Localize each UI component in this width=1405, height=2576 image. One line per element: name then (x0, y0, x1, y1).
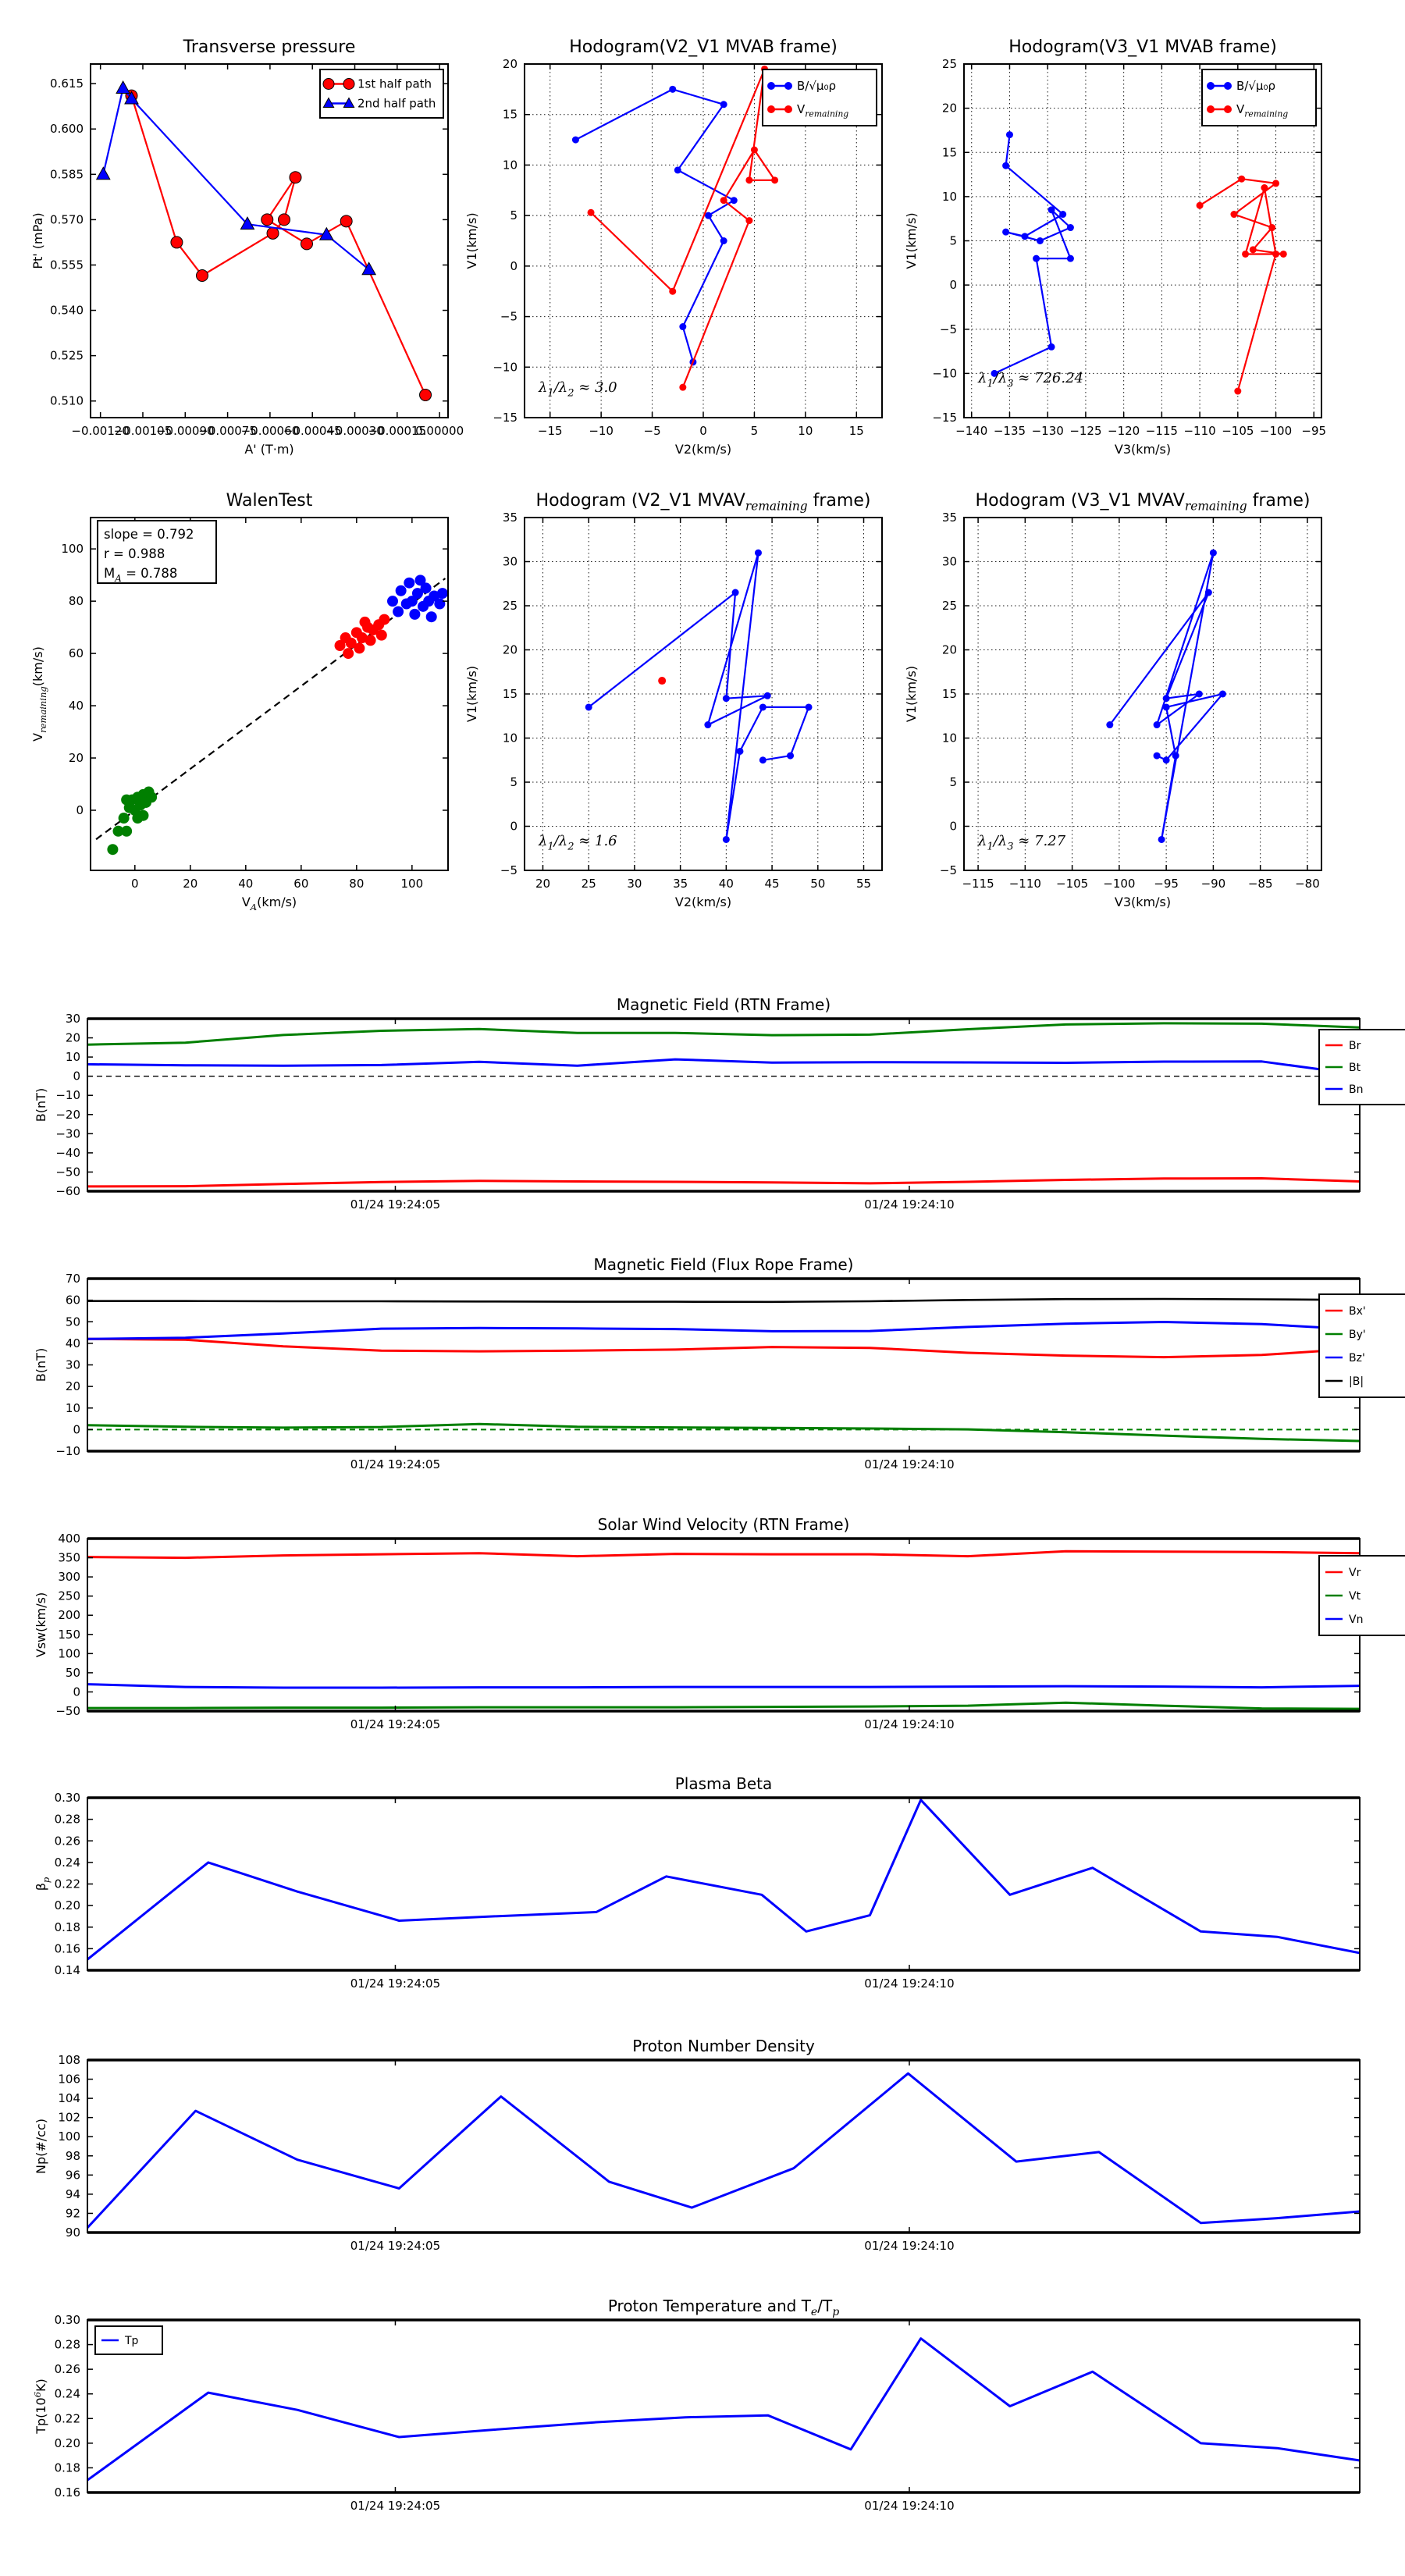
svg-text:01/24 19:24:05: 01/24 19:24:05 (350, 1976, 441, 1991)
svg-text:50: 50 (65, 1315, 80, 1329)
svg-text:0.16: 0.16 (54, 1941, 80, 1956)
svg-text:20: 20 (68, 751, 84, 766)
svg-text:30: 30 (502, 554, 518, 569)
svg-text:25: 25 (941, 57, 957, 71)
svg-text:r = 0.988: r = 0.988 (104, 546, 165, 561)
svg-text:50: 50 (65, 1665, 80, 1680)
svg-text:Bt: Bt (1349, 1062, 1361, 1074)
chart-title-hodogram-v2v1-mvab: Hodogram(V2_V1 MVAB frame) (569, 37, 838, 57)
plot-area-transverse-pressure (30, 64, 464, 457)
svg-text:10: 10 (798, 424, 813, 438)
svg-text:−90: −90 (1200, 877, 1226, 891)
svg-text:B(nT): B(nT) (34, 1087, 48, 1123)
svg-text:92: 92 (65, 2206, 80, 2221)
svg-text:Vremaining: $V_{remaining}$ (797, 102, 849, 119)
svg-text:250: 250 (58, 1589, 80, 1603)
chart-title-magnetic-field-flux-rope: Magnetic Field (Flux Rope Frame) (593, 1255, 854, 1274)
svg-text:−5: −5 (500, 309, 518, 324)
svg-text:−15: −15 (932, 411, 957, 425)
svg-text:106: 106 (58, 2072, 80, 2087)
svg-text:20: 20 (502, 57, 518, 71)
svg-text:−0.00015: −0.00015 (368, 424, 427, 438)
svg-text:Np(#/cc): Np(#/cc) (34, 2119, 48, 2174)
svg-text:40: 40 (238, 877, 254, 891)
svg-text:slope = 0.792: slope = 0.792 (104, 527, 194, 542)
svg-text:0: 0 (949, 278, 957, 293)
svg-text:Br: Br (1349, 1040, 1361, 1052)
svg-text:20: 20 (65, 1030, 80, 1045)
svg-text:20: 20 (941, 101, 957, 116)
svg-text:−10: −10 (589, 424, 614, 438)
svg-text:102: 102 (58, 2110, 80, 2125)
svg-text:0.28: 0.28 (54, 1812, 80, 1827)
svg-text:80: 80 (68, 594, 84, 609)
svg-text:V1(km/s): V1(km/s) (464, 665, 479, 723)
svg-text:V1(km/s): V1(km/s) (904, 665, 919, 723)
svg-text:−105: −105 (1056, 877, 1089, 891)
svg-text:0: 0 (73, 1685, 80, 1699)
svg-text:35: 35 (502, 511, 518, 525)
svg-text:10: 10 (502, 731, 518, 745)
svg-text:01/24 19:24:10: 01/24 19:24:10 (864, 1457, 955, 1471)
svg-text:94: 94 (65, 2186, 80, 2201)
svg-text:10: 10 (65, 1400, 80, 1415)
svg-text:Tp(106K): $Tp(10^6K)$ (31, 2379, 48, 2434)
chart-title-plasma-beta: Plasma Beta (674, 1774, 773, 1793)
svg-text:2nd half path: 2nd half path (357, 96, 436, 111)
svg-text:Bn: Bn (1349, 1083, 1364, 1096)
svg-text:Bz': Bz' (1349, 1352, 1365, 1364)
svg-text:VA(km/s): $V_A(km/s)$ (241, 895, 297, 913)
svg-text:45: 45 (764, 877, 780, 891)
svg-text:0: 0 (73, 1422, 80, 1437)
svg-text:01/24 19:24:05: 01/24 19:24:05 (350, 1197, 441, 1212)
svg-text:20: 20 (535, 877, 551, 891)
svg-text:150: 150 (58, 1627, 80, 1642)
svg-text:By': By' (1349, 1329, 1366, 1341)
svg-text:0.30: 0.30 (54, 1791, 80, 1805)
svg-text:5: 5 (510, 208, 518, 223)
svg-text:300: 300 (58, 1570, 80, 1585)
svg-text:−95: −95 (1154, 877, 1179, 891)
svg-text:25: 25 (941, 599, 957, 613)
svg-text:−50: −50 (55, 1704, 80, 1718)
svg-text:10: 10 (502, 158, 518, 173)
svg-text:−0.00075: −0.00075 (198, 424, 257, 438)
svg-text:100: 100 (400, 877, 424, 891)
svg-text:80: 80 (349, 877, 365, 891)
svg-text:Vr: Vr (1349, 1567, 1361, 1579)
svg-text:0: 0 (73, 1069, 80, 1083)
svg-text:−0.00060: −0.00060 (240, 424, 300, 438)
svg-text:01/24 19:24:05: 01/24 19:24:05 (350, 1457, 441, 1471)
svg-text:40: 40 (68, 699, 84, 713)
plot-area-proton-number-density (34, 2053, 1360, 2253)
svg-text:0.00000: 0.00000 (415, 424, 464, 438)
svg-text:50: 50 (810, 877, 826, 891)
plot-area-magnetic-field-rtn (34, 1012, 1364, 1212)
svg-text:−5: −5 (643, 424, 661, 438)
svg-text:0.24: 0.24 (54, 1855, 80, 1870)
svg-text:15: 15 (941, 145, 957, 160)
svg-text:01/24 19:24:10: 01/24 19:24:10 (864, 1976, 955, 1991)
chart-title-hodogram-v3v1-mvav: Hodogram (V3_V1 $MVAV_{remaining}$ frame) (975, 491, 1311, 514)
svg-text:30: 30 (627, 877, 642, 891)
svg-text:−50: −50 (55, 1165, 80, 1179)
svg-text:15: 15 (502, 107, 518, 122)
svg-text:λ1/λ3 ≈ 726.24: $\lambda_1/\lambda_3 \approx 726.24$ (978, 370, 1083, 390)
chart-title-transverse-pressure: Transverse pressure (183, 37, 356, 57)
svg-text:104: 104 (58, 2091, 80, 2106)
svg-text:−5: −5 (939, 322, 957, 336)
svg-text:15: 15 (848, 424, 864, 438)
svg-text:−105: −105 (1222, 424, 1254, 438)
svg-text:0.585: 0.585 (50, 167, 84, 182)
svg-text:0.540: 0.540 (50, 303, 84, 318)
chart-hodogram-v3v1-mvab (904, 37, 1327, 457)
svg-text:0.22: 0.22 (54, 1877, 80, 1891)
svg-text:20: 20 (65, 1379, 80, 1394)
svg-text:01/24 19:24:05: 01/24 19:24:05 (350, 2239, 441, 2253)
svg-text:−100: −100 (1103, 877, 1136, 891)
svg-text:Pt' (mPa): Pt' (mPa) (30, 212, 45, 269)
svg-text:−10: −10 (932, 366, 957, 381)
svg-text:0: 0 (510, 819, 518, 834)
svg-text:100: 100 (61, 542, 84, 557)
svg-text:0.555: 0.555 (50, 258, 84, 272)
svg-text:−10: −10 (55, 1088, 80, 1103)
svg-text:10: 10 (941, 731, 957, 745)
svg-text:Vremaining: $V_{remaining}$ (1236, 102, 1289, 119)
svg-text:5: 5 (510, 775, 518, 789)
svg-text:λ1/λ3 ≈ 7.27: $\lambda_1/\lambda_3 \approx 7.27$ (978, 833, 1066, 853)
svg-text:−140: −140 (955, 424, 988, 438)
svg-text:λ1/λ2 ≈ 1.6: $\lambda_1/\lambda_2 \approx 1.6$ (539, 833, 617, 853)
chart-title-magnetic-field-rtn: Magnetic Field (RTN Frame) (616, 995, 831, 1014)
svg-text:30: 30 (65, 1012, 80, 1026)
svg-text:30: 30 (65, 1357, 80, 1372)
chart-hodogram-v3v1-mvav (904, 491, 1321, 909)
svg-text:40: 40 (65, 1336, 80, 1350)
svg-text:−125: −125 (1069, 424, 1102, 438)
svg-text:15: 15 (502, 687, 518, 701)
svg-text:−40: −40 (55, 1145, 80, 1160)
svg-text:0.22: 0.22 (54, 2411, 80, 2426)
svg-text:−115: −115 (962, 877, 994, 891)
chart-title-hodogram-v2v1-mvav: Hodogram (V2_V1 $MVAV_{remaining}$ frame) (535, 491, 871, 514)
chart-proton-temperature (31, 2297, 1360, 2513)
svg-text:V3(km/s): V3(km/s) (1114, 895, 1172, 909)
svg-text:0.20: 0.20 (54, 1898, 80, 1913)
svg-text:20: 20 (183, 877, 198, 891)
svg-text:−5: −5 (939, 863, 957, 877)
svg-text:30: 30 (941, 554, 957, 569)
svg-text:B(nT): B(nT) (34, 1347, 48, 1382)
svg-text:−60: −60 (55, 1184, 80, 1198)
svg-text:0.26: 0.26 (54, 1834, 80, 1848)
svg-text:60: 60 (65, 1293, 80, 1308)
svg-text:0: 0 (510, 258, 518, 273)
svg-text:0: 0 (949, 819, 957, 834)
svg-text:5: 5 (750, 424, 759, 438)
plot-area-hodogram-v3v1-mvab (904, 57, 1327, 457)
svg-text:−100: −100 (1259, 424, 1293, 438)
plot-area-magnetic-field-flux-rope (34, 1272, 1366, 1471)
svg-text:−115: −115 (1145, 424, 1178, 438)
svg-text:−95: −95 (1301, 424, 1327, 438)
svg-text:Vn: Vn (1349, 1614, 1364, 1626)
svg-text:B/√μ₀ρ: B/√μ₀ρ (1236, 79, 1275, 93)
chart-hodogram-v2v1-mvav (464, 491, 882, 909)
svg-text:5: 5 (949, 233, 957, 248)
svg-text:0: 0 (76, 802, 84, 817)
svg-text:0: 0 (131, 877, 139, 891)
svg-text:01/24 19:24:05: 01/24 19:24:05 (350, 2499, 441, 2513)
svg-text:0.30: 0.30 (54, 2313, 80, 2327)
svg-text:350: 350 (58, 1550, 80, 1565)
chart-transverse-pressure (30, 37, 464, 457)
chart-title-walen-test: WalenTest (226, 491, 313, 511)
svg-text:35: 35 (941, 511, 957, 525)
svg-text:−15: −15 (493, 411, 518, 425)
svg-text:96: 96 (65, 2168, 80, 2183)
svg-text:−85: −85 (1247, 877, 1273, 891)
svg-text:100: 100 (58, 2129, 80, 2144)
svg-text:60: 60 (293, 877, 309, 891)
chart-walen-test (30, 491, 448, 913)
svg-text:100: 100 (58, 1646, 80, 1661)
svg-text:MA = 0.788: $M_A = 0.788$ (104, 566, 178, 584)
svg-text:01/24 19:24:05: 01/24 19:24:05 (350, 1717, 441, 1731)
svg-text:10: 10 (941, 189, 957, 204)
svg-text:−15: −15 (537, 424, 563, 438)
svg-text:0.16: 0.16 (54, 2485, 80, 2500)
svg-text:V2(km/s): V2(km/s) (674, 442, 732, 457)
svg-text:−5: −5 (500, 863, 518, 877)
svg-text:V3(km/s): V3(km/s) (1114, 442, 1172, 457)
svg-text:−0.00030: −0.00030 (325, 424, 384, 438)
svg-text:−30: −30 (55, 1126, 80, 1141)
plot-area-proton-temperature (31, 2313, 1360, 2513)
svg-text:25: 25 (502, 599, 518, 613)
plot-area-hodogram-v2v1-mvav (464, 511, 882, 909)
svg-text:0.600: 0.600 (50, 122, 84, 137)
svg-text:−135: −135 (993, 424, 1026, 438)
svg-text:98: 98 (65, 2148, 80, 2163)
chart-magnetic-field-rtn (34, 995, 1364, 1212)
svg-text:0.18: 0.18 (54, 2460, 80, 2475)
svg-text:βp: $\beta_p$ (34, 1877, 52, 1891)
chart-title-proton-temperature: Proton Temperature and $T_e/T_p$ (607, 2297, 840, 2318)
svg-text:−130: −130 (1031, 424, 1064, 438)
chart-hodogram-v2v1-mvab (464, 37, 882, 457)
svg-text:V2(km/s): V2(km/s) (674, 895, 732, 909)
svg-text:108: 108 (58, 2053, 80, 2067)
svg-text:V1(km/s): V1(km/s) (464, 212, 479, 269)
svg-text:Bx': Bx' (1349, 1305, 1366, 1318)
svg-text:B/√μ₀ρ: B/√μ₀ρ (797, 79, 836, 93)
svg-text:−120: −120 (1108, 424, 1140, 438)
svg-text:40: 40 (718, 877, 734, 891)
svg-text:|B|: |B| (1349, 1375, 1364, 1388)
svg-text:A' (T·m): A' (T·m) (244, 442, 294, 457)
svg-text:0.615: 0.615 (50, 76, 84, 91)
svg-text:−0.00090: −0.00090 (155, 424, 215, 438)
svg-text:−10: −10 (55, 1444, 80, 1458)
svg-text:Tp: Tp (125, 2335, 139, 2347)
svg-text:0: 0 (699, 424, 707, 438)
chart-magnetic-field-flux-rope (34, 1255, 1366, 1471)
svg-text:Vt: Vt (1349, 1590, 1361, 1603)
svg-text:−20: −20 (55, 1107, 80, 1122)
svg-text:0.510: 0.510 (50, 393, 84, 408)
svg-text:λ1/λ2 ≈ 3.0: $\lambda_1/\lambda_2 \approx 3.0$ (539, 379, 617, 400)
svg-text:25: 25 (581, 877, 596, 891)
svg-text:01/24 19:24:10: 01/24 19:24:10 (864, 2239, 955, 2253)
svg-text:0.24: 0.24 (54, 2386, 80, 2401)
svg-text:0.28: 0.28 (54, 2337, 80, 2352)
chart-title-hodogram-v3v1-mvab: Hodogram(V3_V1 MVAB frame) (1008, 37, 1277, 57)
svg-text:−110: −110 (1183, 424, 1216, 438)
chart-title-solar-wind-velocity: Solar Wind Velocity (RTN Frame) (597, 1515, 850, 1534)
svg-text:0.26: 0.26 (54, 2362, 80, 2377)
svg-text:−80: −80 (1295, 877, 1320, 891)
svg-text:20: 20 (941, 642, 957, 657)
chart-title-proton-number-density: Proton Number Density (632, 2037, 815, 2055)
svg-text:10: 10 (65, 1050, 80, 1065)
svg-text:15: 15 (941, 687, 957, 701)
plot-area-solar-wind-velocity (34, 1532, 1364, 1731)
svg-text:−10: −10 (493, 360, 518, 375)
svg-text:20: 20 (502, 642, 518, 657)
svg-text:90: 90 (65, 2226, 80, 2240)
svg-text:V1(km/s): V1(km/s) (904, 212, 919, 269)
svg-text:60: 60 (68, 646, 84, 661)
svg-text:400: 400 (58, 1532, 80, 1546)
svg-text:200: 200 (58, 1608, 80, 1623)
svg-text:0.18: 0.18 (54, 1920, 80, 1934)
svg-text:0.14: 0.14 (54, 1963, 80, 1977)
svg-text:−110: −110 (1008, 877, 1041, 891)
plot-area-walen-test (30, 518, 448, 913)
svg-text:−0.00120: −0.00120 (71, 424, 130, 438)
svg-text:0.20: 0.20 (54, 2435, 80, 2450)
svg-text:01/24 19:24:10: 01/24 19:24:10 (864, 2499, 955, 2513)
svg-text:0.570: 0.570 (50, 212, 84, 227)
svg-text:35: 35 (673, 877, 688, 891)
svg-text:70: 70 (65, 1272, 80, 1286)
svg-text:1st half path: 1st half path (357, 76, 432, 91)
svg-text:Vremaining(km/s): $V_{remaining}(km/s)$ (30, 646, 48, 742)
chart-proton-number-density (34, 2037, 1360, 2253)
svg-text:Vsw(km/s): Vsw(km/s) (34, 1592, 48, 1658)
plot-area-hodogram-v3v1-mvav (904, 511, 1321, 909)
svg-text:−0.00105: −0.00105 (113, 424, 173, 438)
svg-text:55: 55 (855, 877, 872, 891)
svg-text:5: 5 (949, 775, 957, 789)
svg-text:01/24 19:24:10: 01/24 19:24:10 (864, 1717, 955, 1731)
plot-area-plasma-beta (34, 1791, 1360, 1991)
svg-text:0.525: 0.525 (50, 348, 84, 363)
svg-text:−0.00045: −0.00045 (283, 424, 342, 438)
plot-area-hodogram-v2v1-mvab (464, 57, 882, 457)
chart-solar-wind-velocity (34, 1515, 1364, 1731)
svg-text:01/24 19:24:10: 01/24 19:24:10 (864, 1197, 955, 1212)
chart-plasma-beta (34, 1774, 1360, 1991)
